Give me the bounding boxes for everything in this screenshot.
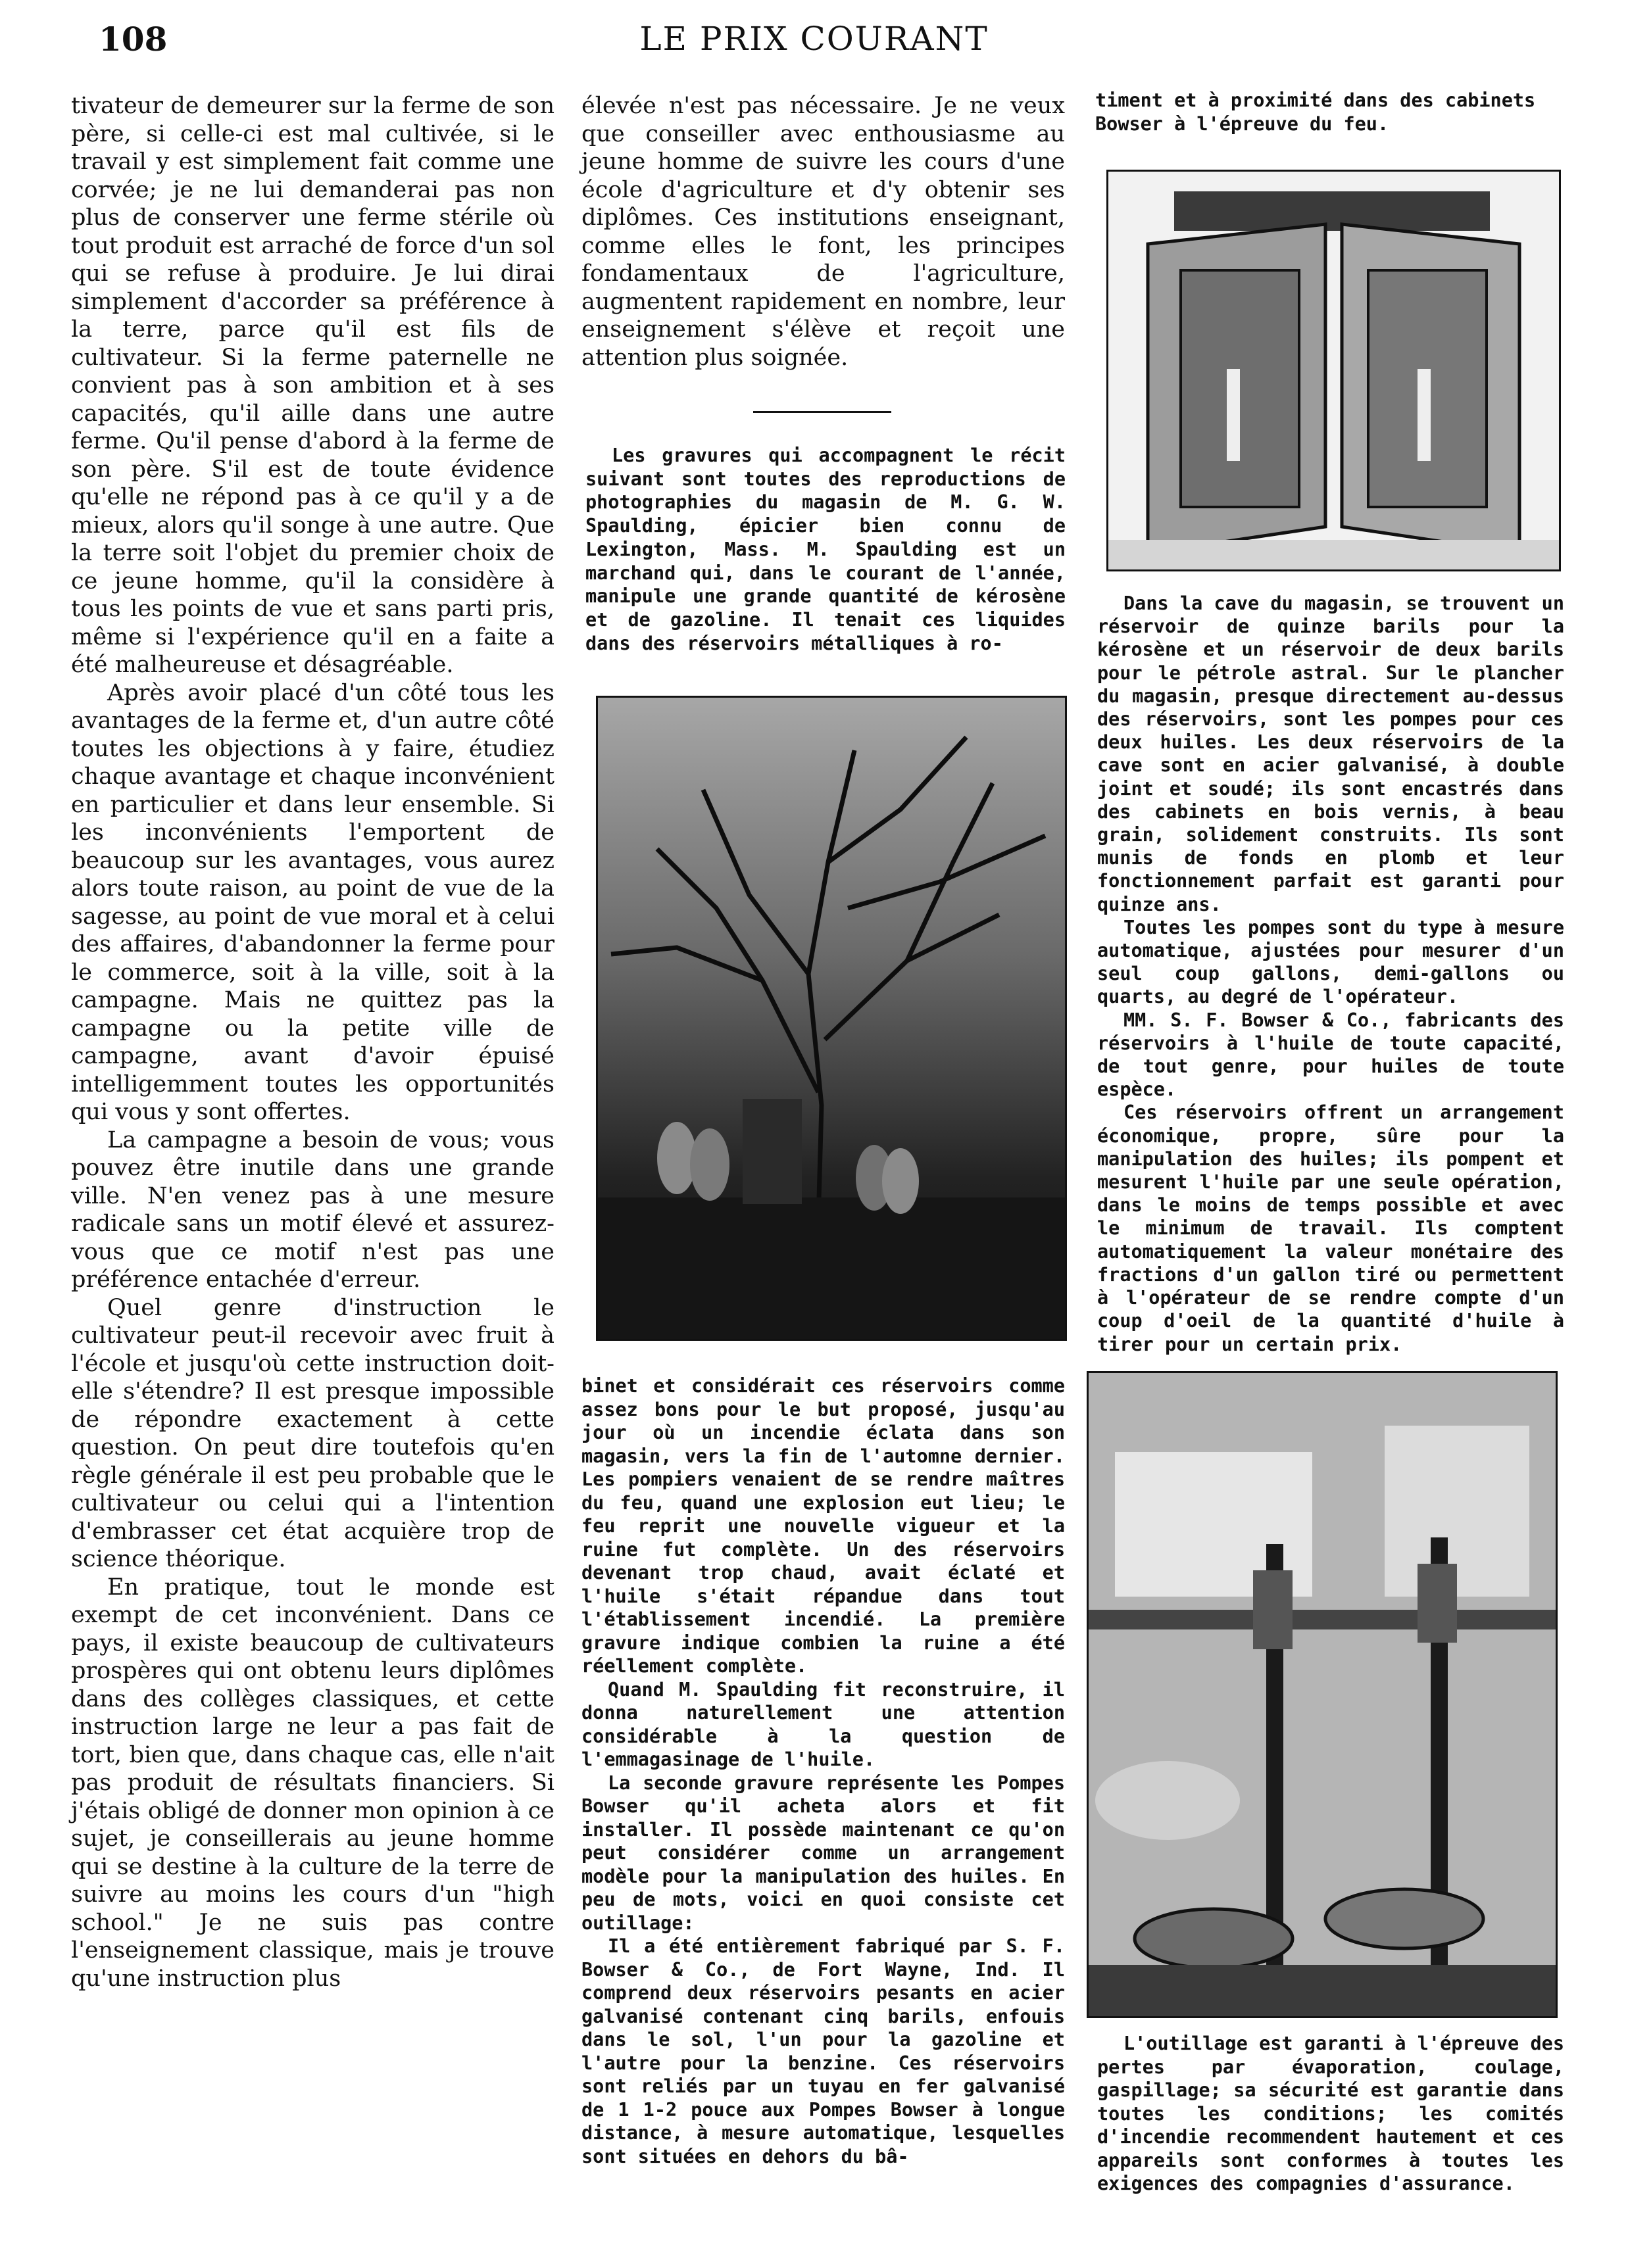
- column-3-continuation: [1095, 89, 1566, 135]
- paragraph: La campagne a besoin de vous; vous pouvez être inutile dans une grande ville. N'en venez pas à une mesure radicale sans un motif élevé et assurez-vous que ce motif n'est pas une préférence entachée d'erreur.: [71, 1126, 555, 1293]
- paragraph: Quand M. Spaulding fit reconstruire, il donna naturellement une attention considérable à la question de l'emmagasinage de l'huile.: [581, 1678, 1065, 1770]
- cabinets-illustration: [1108, 172, 1559, 569]
- paragraph: La seconde gravure représente les Pompes Bowser qu'il acheta alors et fit installer. Il possède maintenant ce qu'on peut considérer comme un arrangement modèle pour la manipulation des huiles. En peu de mots, voici en quoi consiste cet outillage:: [581, 1772, 1065, 1934]
- paragraph: Dans la cave du magasin, se trouvent un réservoir de quinze barils pour la kérosène et un réservoir de deux barils pour le pétrole astral. Sur le plancher du magasin, presque directement au-dessus des réservoirs, sont les pompes pour ces deux huiles. Les deux réservoirs de la cave sont en acier galvanisé, à double joint et soudé; ils sont encastrés dans des cabinets en bois vernis, à beau grain, solidement construits. Ils sont munis de fonds en plomb et leur fonctionnement parfait est garanti pour quinze ans.: [1097, 592, 1564, 915]
- paragraph: binet et considérait ces réservoirs comme assez bons pour le but proposé, jusqu'au jour où un incendie éclata dans son magasin, vers la fin de l'automne dernier. Les pompiers venaient de se rendre maîtres du feu, quand une explosion eut lieu; le feu reprit une nouvelle vigueur et la ruine fut complète. Un des réservoirs devenant trop chaud, avait éclaté et l'huile s'était répandue dans tout l'établissement incendié. La première gravure indique combien la ruine a été réellement complète.: [581, 1375, 1065, 1677]
- bowser-story-continuation: [581, 1374, 1065, 2168]
- article-column-1: [71, 92, 555, 1992]
- photo-fireproof-cabinets: [1106, 170, 1561, 571]
- paragraph: timent et à proximité dans des cabinets Bowser à l'épreuve du feu.: [1095, 89, 1536, 135]
- section-divider: [753, 411, 891, 413]
- paragraph: Les gravures qui accompagnent le récit suivant sont toutes des reproductions de photographies du magasin de M. G. W. Spaulding, épicier bien connu de Lexington, Mass. M. Spaulding est un marchand qui, dans le courant de l'année, manipule une grande quantité de kérosène et de gazoline. Il tenait ces liquides dans des réservoirs métalliques à ro-: [585, 445, 1066, 654]
- paragraph: En pratique, tout le monde est exempt de cet inconvénient. Dans ce pays, il existe beaucoup de cultivateurs prospères qui ont obtenu leurs diplômes dans des collèges classiques, et cette instruction large ne leur a pas fait de tort, bien que, dans chaque cas, elle n'ait pas produit de résultats financiers. Si j'étais obligé de donner mon opinion à ce sujet, je conseillerais au jeune homme qui se destine à la culture de la terre de suivre au moins les cours d'un "high school." Je ne suis pas contre l'enseignement classique, mais je trouve qu'une instruction plus: [71, 1574, 555, 1992]
- photo-burned-store-ruins: [596, 696, 1067, 1341]
- page-number: 108: [99, 20, 168, 59]
- page-title: LE PRIX COURANT: [639, 20, 989, 58]
- photo-bowser-pumps: [1087, 1371, 1558, 2018]
- guarantee-paragraph: [1097, 2032, 1564, 2196]
- article-column-2-continuation: [581, 92, 1065, 372]
- bowser-intro: [585, 444, 1066, 655]
- paragraph: Ces réservoirs offrent un arrangement économique, propre, sûre pour la manipulation des huiles; ils pompent et mesurent l'huile par une seule opération, dans le moins de temps possible et avec le minimum de travail. Ils comptent automatiquement la valeur monétaire des fractions d'un gallon tiré ou permettent à l'opérateur de se rendre compte d'un coup d'oeil de la quantité d'huile à tirer pour un certain prix.: [1097, 1101, 1564, 1355]
- pumps-illustration: [1089, 1373, 1556, 2016]
- paragraph: élevée n'est pas nécessaire. Je ne veux que conseiller avec enthousiasme au jeune homme de suivre les cours d'une école d'agriculture et d'y obtenir ses diplômes. Ces institutions enseignant, comme elles le font, les principes fondamentaux de l'agriculture, augmentent rapidement en nombre, leur enseignement s'élève et reçoit une attention plus soignée.: [581, 93, 1065, 371]
- paragraph: Après avoir placé d'un côté tous les avantages de la ferme et, d'un autre côté toutes les objections à y faire, étudiez chaque avantage et chaque inconvénient en particulier et dans leur ensemble. Si les inconvénients l'emportent de beaucoup sur les avantages, vous aurez alors toute raison, au point de vue de la sagesse, au point de vue moral et à celui des affaires, d'abandonner la ferme pour le commerce, soit à la ville, soit à la campagne. Mais ne quittez pas la campagne ou la petite ville de campagne, avant d'avoir épuisé intelligemment toutes les opportunités qui vous y sont offertes.: [71, 679, 555, 1125]
- paragraph: Quel genre d'instruction le cultivateur peut-il recevoir avec fruit à l'école et jusqu'où cette instruction doit-elle s'étendre? Il est presque impossible de répondre exactement à cette question. On peut dire toutefois qu'en règle générale il est peu probable que le cultivateur ou celui qui a l'intention d'embrasser cet état acquière trop de science théorique.: [71, 1294, 555, 1572]
- paragraph: L'outillage est garanti à l'épreuve des pertes par évaporation, coulage, gaspillage; sa sécurité est garantie dans toutes les conditions; les comités d'incendie recommendent hautement et ces appareils sont conformes à toutes les exigences des compagnies d'assurance.: [1097, 2033, 1564, 2194]
- paragraph: MM. S. F. Bowser & Co., fabricants des réservoirs à l'huile de toute capacité, de tout genre, pour huiles de toute espèce.: [1097, 1009, 1564, 1101]
- cellar-description: [1097, 592, 1564, 1356]
- tree-ruins-illustration: [598, 698, 1065, 1339]
- page-header: [0, 20, 1628, 66]
- paragraph: Toutes les pompes sont du type à mesure automatique, ajustées pour mesurer d'un seul coup gallons, demi-gallons ou quarts, au degré de l'opérateur.: [1097, 916, 1564, 1008]
- paragraph: Il a été entièrement fabriqué par S. F. Bowser & Co., de Fort Wayne, Ind. Il comprend deux réservoirs pesants en acier galvanisé contenant cinq barils, enfouis dans le sol, l'un pour la gazoline et l'autre pour la benzine. Ces réservoirs sont reliés par un tuyau en fer galvanisé de 1 1-2 pouce aux Pompes Bowser à longue distance, à mesure automatique, lesquelles sont situées en dehors du bâ-: [581, 1935, 1065, 2167]
- paragraph: tivateur de demeurer sur la ferme de son père, si celle-ci est mal cultivée, si le travail y est simplement fait comme une corvée; je ne lui demanderai pas non plus de conserver une ferme stérile où tout produit est arraché de force d'un sol qui se refuse à produire. Je lui dirai simplement d'accorder sa préférence à la terre, parce qu'il est fils de cultivateur. Si la ferme paternelle ne convient pas à son ambition et à ses capacités, qu'il aille dans une autre ferme. Qu'il pense d'abord à la ferme de son père. S'il est de toute évidence qu'elle ne répond pas à ce qu'il y a de mieux, alors qu'il songe à une autre. Que la terre soit l'objet du premier choix de ce jeune homme, qu'il la considère à tous les points de vue et sans parti pris, même si l'expérience qu'il en a faite a été malheureuse et désagréable.: [71, 93, 555, 678]
